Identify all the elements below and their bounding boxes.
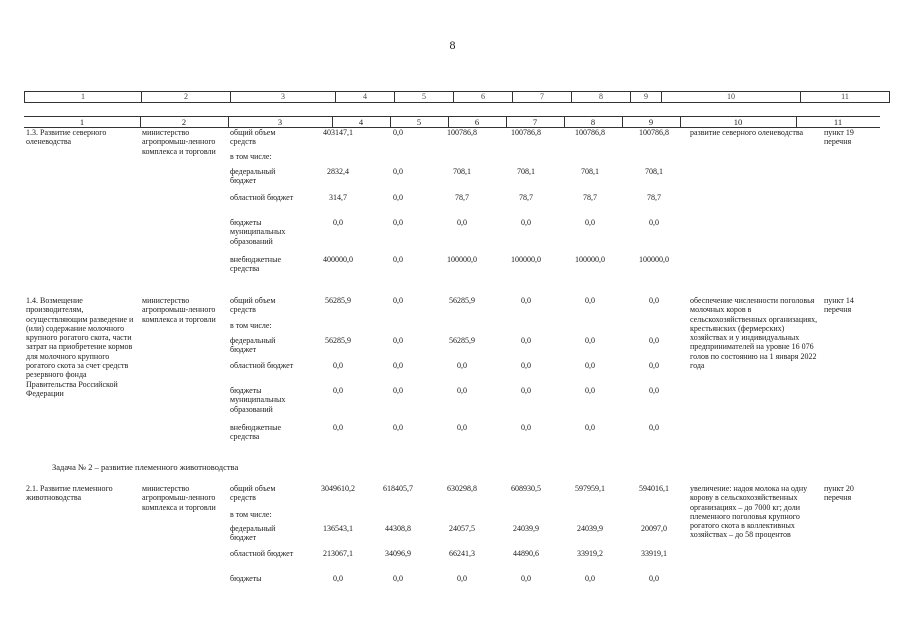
value-cell: 56285,9 (449, 296, 475, 305)
value-cell: 100000,0 (575, 255, 605, 264)
value-cell: 0,0 (585, 574, 595, 583)
value-cell: 100786,8 (447, 128, 477, 137)
value-cell: 0,0 (649, 336, 659, 345)
value-cell: 24039,9 (513, 524, 539, 533)
value-cell: 708,1 (453, 167, 471, 176)
value-cell: 0,0 (393, 361, 403, 370)
row-ref: пункт 19 перечня (824, 128, 854, 147)
value-cell: 0,0 (393, 218, 403, 227)
value-cell: 0,0 (521, 336, 531, 345)
row-executor: министерство агропромыш-ленного комплекса и торговли (142, 128, 216, 156)
value-cell: 400000,0 (323, 255, 353, 264)
line-label: в том числе: (230, 152, 272, 161)
value-cell: 0,0 (333, 361, 343, 370)
value-cell: 0,0 (393, 423, 403, 432)
value-cell: 0,0 (393, 336, 403, 345)
value-cell: 0,0 (457, 574, 467, 583)
value-cell: 2832,4 (327, 167, 349, 176)
value-cell: 0,0 (333, 423, 343, 432)
value-cell: 0,0 (521, 423, 531, 432)
value-cell: 56285,9 (325, 336, 351, 345)
value-cell: 594016,1 (639, 484, 669, 493)
row-result: обеспечение численности поголовья молочных коров в сельскохозяйственных организациях, крестьянских (фермерских) хозяйствах и у индивидуальных предпринимателей на уровне 16 076 голов по состоянию на 1 января 2022 года (690, 296, 818, 371)
value-cell: 597959,1 (575, 484, 605, 493)
value-cell: 78,7 (647, 193, 661, 202)
value-cell: 0,0 (393, 193, 403, 202)
value-cell: 0,0 (521, 296, 531, 305)
col-header: 2 (181, 117, 187, 127)
line-label: бюджеты муниципальных образований (230, 386, 286, 414)
value-cell: 708,1 (581, 167, 599, 176)
top-header-cell: 6 (454, 92, 513, 103)
value-cell: 630298,8 (447, 484, 477, 493)
row-executor: министерство агропромыш-ленного комплекса и торговли (142, 484, 216, 512)
value-cell: 608930,5 (511, 484, 541, 493)
top-header-cell: 9 (631, 92, 662, 103)
row-name: 1.3. Развитие северного оленеводства (26, 128, 107, 147)
value-cell: 33919,1 (641, 549, 667, 558)
value-cell: 0,0 (585, 423, 595, 432)
line-label: бюджеты муниципальных образований (230, 218, 286, 246)
value-cell: 0,0 (521, 386, 531, 395)
value-cell: 136543,1 (323, 524, 353, 533)
line-label: федеральный бюджет (230, 167, 276, 186)
line-label: общий объем средств (230, 484, 276, 503)
value-cell: 0,0 (333, 386, 343, 395)
value-cell: 0,0 (585, 361, 595, 370)
value-cell: 0,0 (649, 296, 659, 305)
row-name: 1.4. Возмещение производителям, осуществляющим разведение и (или) содержание молочного крупного рогатого скота, части затрат на приобретение кормов для молочного крупного рогатого скота за счет средств резервного фонда Правительства Российской Федерации (26, 296, 134, 398)
value-cell: 708,1 (517, 167, 535, 176)
line-label: в том числе: (230, 510, 272, 519)
value-cell: 213067,1 (323, 549, 353, 558)
value-cell: 0,0 (649, 386, 659, 395)
value-cell: 100786,8 (575, 128, 605, 137)
value-cell: 0,0 (333, 218, 343, 227)
line-label: областной бюджет (230, 361, 294, 370)
col-header: 3 (277, 117, 283, 127)
top-header-cell: 3 (231, 92, 336, 103)
value-cell: 100000,0 (447, 255, 477, 264)
value-cell: 0,0 (457, 386, 467, 395)
value-cell: 0,0 (393, 167, 403, 176)
value-cell: 100786,8 (639, 128, 669, 137)
col-header: 7 (532, 117, 538, 127)
value-cell: 314,7 (329, 193, 347, 202)
row-ref: пункт 20 перечня (824, 484, 854, 503)
value-cell: 78,7 (583, 193, 597, 202)
value-cell: 618405,7 (383, 484, 413, 493)
value-cell: 0,0 (521, 574, 531, 583)
col-header: 1 (79, 117, 85, 127)
value-cell: 708,1 (645, 167, 663, 176)
value-cell: 0,0 (457, 423, 467, 432)
col-header: 5 (416, 117, 422, 127)
value-cell: 100000,0 (639, 255, 669, 264)
line-label: в том числе: (230, 321, 272, 330)
value-cell: 34096,9 (385, 549, 411, 558)
value-cell: 0,0 (585, 336, 595, 345)
top-header-cell: 8 (572, 92, 631, 103)
top-header-cell: 11 (801, 92, 890, 103)
value-cell: 0,0 (393, 574, 403, 583)
top-header-cell: 4 (336, 92, 395, 103)
value-cell: 0,0 (393, 128, 403, 137)
value-cell: 20097,0 (641, 524, 667, 533)
top-header-cell: 1 (25, 92, 142, 103)
line-label: федеральный бюджет (230, 336, 276, 355)
value-cell: 0,0 (457, 361, 467, 370)
col-header: 9 (648, 117, 654, 127)
line-label: областной бюджет (230, 549, 294, 558)
value-cell: 33919,2 (577, 549, 603, 558)
line-label: общий объем средств (230, 296, 276, 315)
col-header: 8 (590, 117, 596, 127)
value-cell: 0,0 (649, 574, 659, 583)
row-ref: пункт 14 перечня (824, 296, 854, 315)
page-number: 8 (449, 38, 456, 52)
col-header: 4 (358, 117, 364, 127)
line-label: внебюджетные средства (230, 423, 281, 442)
value-cell: 0,0 (649, 361, 659, 370)
value-cell: 0,0 (521, 218, 531, 227)
top-header-cell: 10 (662, 92, 801, 103)
line-label: внебюджетные средства (230, 255, 281, 274)
line-label: общий объем средств (230, 128, 276, 147)
top-header-row (24, 91, 890, 103)
value-cell: 0,0 (649, 423, 659, 432)
value-cell: 78,7 (519, 193, 533, 202)
value-cell: 24057,5 (449, 524, 475, 533)
line-label: областной бюджет (230, 193, 294, 202)
row-result: развитие северного оленеводства (690, 128, 804, 137)
value-cell: 0,0 (393, 255, 403, 264)
value-cell: 0,0 (585, 386, 595, 395)
value-cell: 0,0 (585, 218, 595, 227)
value-cell: 100000,0 (511, 255, 541, 264)
value-cell: 3049610,2 (321, 484, 355, 493)
value-cell: 0,0 (393, 296, 403, 305)
top-header-cell: 2 (142, 92, 231, 103)
value-cell: 403147,1 (323, 128, 353, 137)
line-label: бюджеты (230, 574, 262, 583)
top-header-cell: 7 (513, 92, 572, 103)
value-cell: 56285,9 (325, 296, 351, 305)
value-cell: 0,0 (521, 361, 531, 370)
row-result: увеличение: надоя молока на одну корову в сельскохозяйственных организациях – до 7000 кг; доли племенного поголовья крупного рогатого скота в коллективных хозяйствах – до 58 процентов (690, 484, 808, 540)
value-cell: 100786,8 (511, 128, 541, 137)
column-header-row (24, 116, 880, 128)
top-header-cell: 5 (395, 92, 454, 103)
value-cell: 66241,3 (449, 549, 475, 558)
col-header: 11 (833, 117, 843, 127)
col-header: 10 (733, 117, 743, 127)
value-cell: 0,0 (393, 386, 403, 395)
value-cell: 24039,9 (577, 524, 603, 533)
line-label: федеральный бюджет (230, 524, 276, 543)
value-cell: 0,0 (585, 296, 595, 305)
value-cell: 56285,9 (449, 336, 475, 345)
value-cell: 0,0 (649, 218, 659, 227)
value-cell: 0,0 (457, 218, 467, 227)
task-heading: Задача № 2 – развитие племенного животноводства (52, 462, 239, 472)
col-header: 6 (474, 117, 480, 127)
value-cell: 0,0 (333, 574, 343, 583)
row-executor: министерство агропромыш-ленного комплекса и торговли (142, 296, 216, 324)
value-cell: 44308,8 (385, 524, 411, 533)
value-cell: 44890,6 (513, 549, 539, 558)
row-name: 2.1. Развитие племенного животноводства (26, 484, 113, 503)
value-cell: 78,7 (455, 193, 469, 202)
